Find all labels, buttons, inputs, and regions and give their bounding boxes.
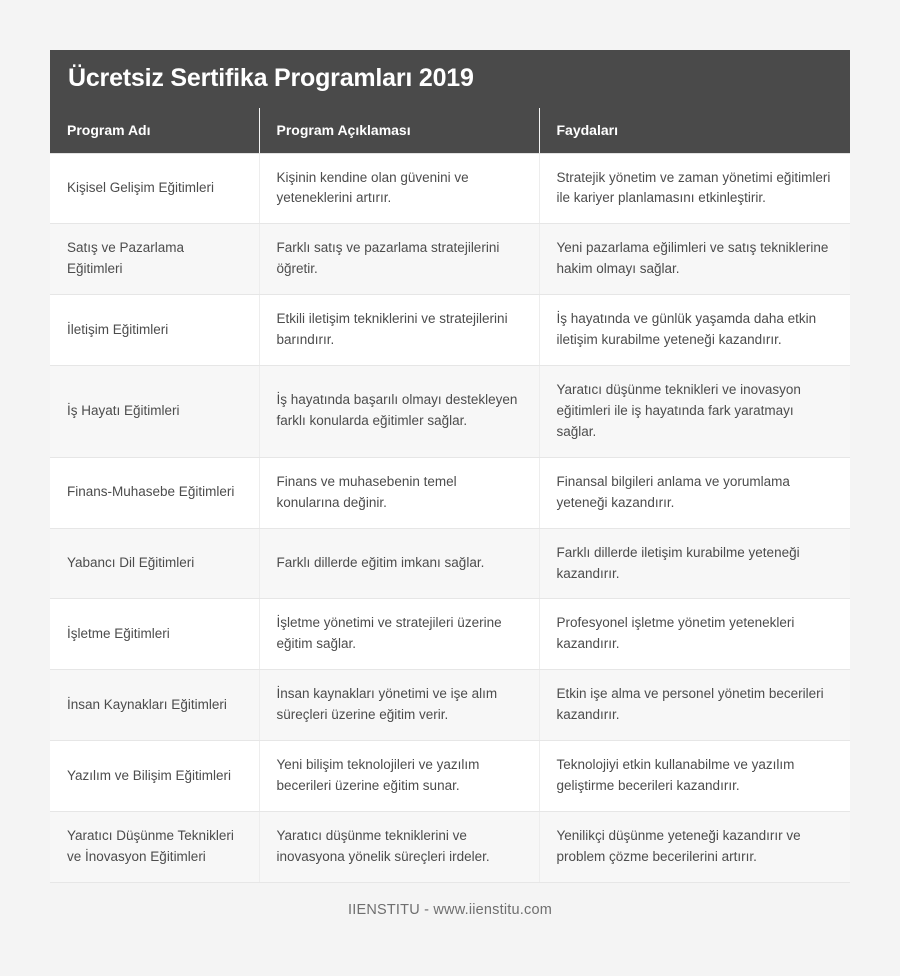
cell-program-name: Finans-Muhasebe Eğitimleri bbox=[50, 457, 259, 528]
table-header-row bbox=[50, 108, 850, 153]
cell-benefits: Farklı dillerde iletişim kurabilme yeteneği kazandırır. bbox=[539, 528, 850, 599]
cell-program-description: Etkili iletişim tekniklerini ve stratejilerini barındırır. bbox=[259, 295, 539, 366]
table-row bbox=[50, 741, 850, 812]
cell-program-description: Finans ve muhasebenin temel konularına değinir. bbox=[259, 457, 539, 528]
cell-benefits: Finansal bilgileri anlama ve yorumlama yeteneği kazandırır. bbox=[539, 457, 850, 528]
table-title-bar bbox=[50, 50, 850, 108]
footer-attribution: IIENSTITU - www.iienstitu.com bbox=[348, 902, 552, 918]
table-row bbox=[50, 528, 850, 599]
table-row bbox=[50, 224, 850, 295]
table-row bbox=[50, 599, 850, 670]
cell-program-description: Kişinin kendine olan güvenini ve yeteneklerini artırır. bbox=[259, 153, 539, 224]
cell-benefits: Yenilikçi düşünme yeteneği kazandırır ve problem çözme becerilerini artırır. bbox=[539, 812, 850, 883]
cell-program-description: Yeni bilişim teknolojileri ve yazılım becerileri üzerine eğitim sunar. bbox=[259, 741, 539, 812]
cell-program-name: İnsan Kaynakları Eğitimleri bbox=[50, 670, 259, 741]
table-body bbox=[50, 153, 850, 882]
cell-program-name: Yaratıcı Düşünme Teknikleri ve İnovasyon Eğitimleri bbox=[50, 812, 259, 883]
cell-program-description: Yaratıcı düşünme tekniklerini ve inovasyona yönelik süreçleri irdeler. bbox=[259, 812, 539, 883]
cell-program-name: Yazılım ve Bilişim Eğitimleri bbox=[50, 741, 259, 812]
cell-benefits: Teknolojiyi etkin kullanabilme ve yazılım geliştirme becerileri kazandırır. bbox=[539, 741, 850, 812]
cell-benefits: İş hayatında ve günlük yaşamda daha etkin iletişim kurabilme yeteneği kazandırır. bbox=[539, 295, 850, 366]
table-row bbox=[50, 153, 850, 224]
programs-table bbox=[50, 108, 850, 883]
cell-program-description: Farklı satış ve pazarlama stratejilerini öğretir. bbox=[259, 224, 539, 295]
column-header-benefits: Faydaları bbox=[539, 108, 850, 153]
page-title: Ücretsiz Sertifika Programları 2019 bbox=[68, 64, 474, 93]
cell-program-name: Kişisel Gelişim Eğitimleri bbox=[50, 153, 259, 224]
cell-program-description: İşletme yönetimi ve stratejileri üzerine eğitim sağlar. bbox=[259, 599, 539, 670]
cell-benefits: Profesyonel işletme yönetim yetenekleri kazandırır. bbox=[539, 599, 850, 670]
cell-program-name: Satış ve Pazarlama Eğitimleri bbox=[50, 224, 259, 295]
table-row bbox=[50, 457, 850, 528]
table-container bbox=[50, 50, 850, 883]
table-row bbox=[50, 295, 850, 366]
cell-benefits: Stratejik yönetim ve zaman yönetimi eğitimleri ile kariyer planlamasını etkinleştirir. bbox=[539, 153, 850, 224]
cell-benefits: Yaratıcı düşünme teknikleri ve inovasyon eğitimleri ile iş hayatında fark yaratmayı sağlar. bbox=[539, 366, 850, 458]
table-head bbox=[50, 108, 850, 153]
cell-program-description: İş hayatında başarılı olmayı destekleyen farklı konularda eğitimler sağlar. bbox=[259, 366, 539, 458]
cell-program-name: İşletme Eğitimleri bbox=[50, 599, 259, 670]
cell-program-name: İletişim Eğitimleri bbox=[50, 295, 259, 366]
cell-program-description: Farklı dillerde eğitim imkanı sağlar. bbox=[259, 528, 539, 599]
table-row bbox=[50, 812, 850, 883]
column-header-program-description: Program Açıklaması bbox=[259, 108, 539, 153]
table-row bbox=[50, 670, 850, 741]
column-header-program-name: Program Adı bbox=[50, 108, 259, 153]
table-row bbox=[50, 366, 850, 458]
cell-benefits: Etkin işe alma ve personel yönetim becerileri kazandırır. bbox=[539, 670, 850, 741]
cell-program-name: İş Hayatı Eğitimleri bbox=[50, 366, 259, 458]
cell-program-name: Yabancı Dil Eğitimleri bbox=[50, 528, 259, 599]
cell-program-description: İnsan kaynakları yönetimi ve işe alım süreçleri üzerine eğitim verir. bbox=[259, 670, 539, 741]
cell-benefits: Yeni pazarlama eğilimleri ve satış tekniklerine hakim olmayı sağlar. bbox=[539, 224, 850, 295]
